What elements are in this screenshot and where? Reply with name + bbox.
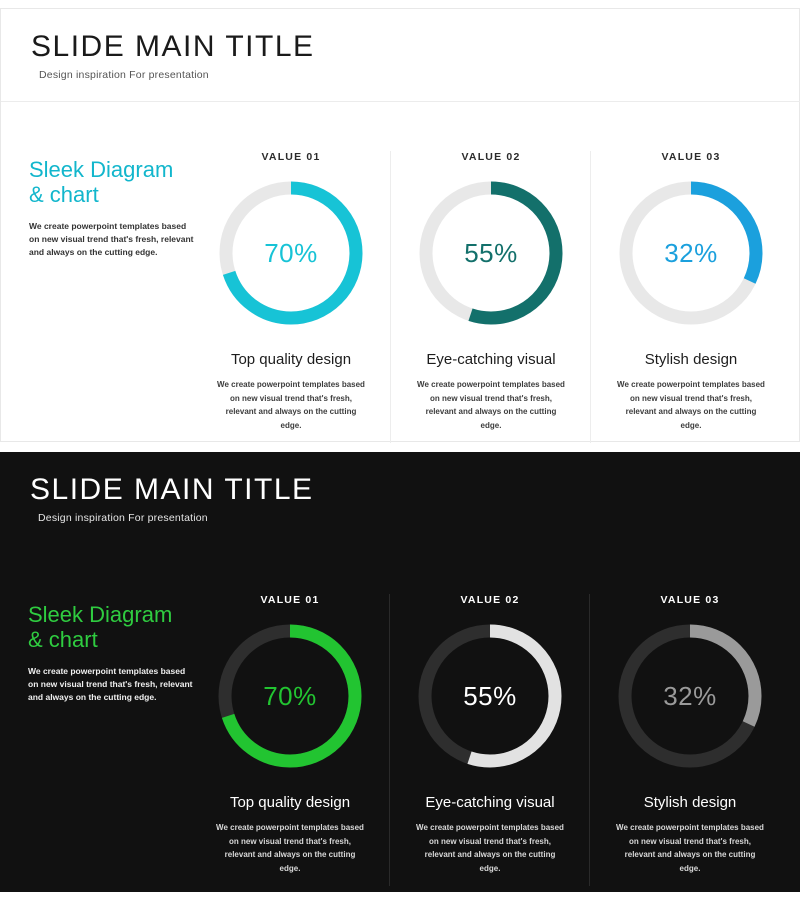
card-title: Top quality design [229,794,351,811]
card-title: Stylish design [644,351,738,368]
donut-percent-text: 55% [464,237,518,268]
donut-percent-text: 55% [463,680,517,711]
donut-card-dark-3 [590,594,790,875]
intro-body: We create powerpoint templates based on new visual trend that's fresh, relevant and always on the cutting edge. [28,665,193,702]
value-label: VALUE 03 [661,151,721,163]
card-title: Stylish design [643,794,737,811]
donut-columns-light [191,151,791,432]
card-body: We create powerpoint templates based on new visual trend that's fresh, relevant and always on the cutting edge. [217,380,365,430]
page-title: SLIDE MAIN TITLE [31,30,315,63]
value-label: VALUE 01 [260,594,320,606]
card-body: We create powerpoint templates based on new visual trend that's fresh, relevant and always on the cutting edge. [417,380,565,430]
value-label: VALUE 03 [660,594,720,606]
donut-chart-32 [611,173,771,333]
card-title: Top quality design [230,351,352,368]
donut-chart-55 [411,173,571,333]
intro-block-dark [28,602,193,704]
value-label: VALUE 02 [461,151,521,163]
donut-chart-70 [211,173,371,333]
donut-chart-70 [210,616,370,776]
page-subtitle: Design inspiration For presentation [39,68,209,81]
intro-heading: Sleek Diagram & chart [28,602,173,653]
donut-percent-text: 32% [663,680,717,711]
donut-columns-dark [190,594,790,875]
donut-percent-text: 70% [264,237,318,268]
page-subtitle: Design inspiration For presentation [38,511,208,524]
slide-light [0,8,800,442]
intro-block-light [29,157,194,259]
card-body: We create powerpoint templates based on new visual trend that's fresh, relevant and always on the cutting edge. [216,823,364,873]
donut-percent-text: 70% [263,680,317,711]
value-label: VALUE 02 [460,594,520,606]
card-title: Eye-catching visual [426,351,556,368]
card-body: We create powerpoint templates based on new visual trend that's fresh, relevant and always on the cutting edge. [617,380,765,430]
value-label: VALUE 01 [261,151,321,163]
donut-chart-55 [410,616,570,776]
intro-heading: Sleek Diagram & chart [29,157,174,208]
donut-card-dark-1 [190,594,390,875]
card-body: We create powerpoint templates based on new visual trend that's fresh, relevant and always on the cutting edge. [416,823,564,873]
donut-chart-32 [610,616,770,776]
card-body: We create powerpoint templates based on new visual trend that's fresh, relevant and always on the cutting edge. [616,823,764,873]
slide-header [31,31,315,81]
slide-header [30,474,314,524]
page-title: SLIDE MAIN TITLE [30,473,314,506]
intro-body: We create powerpoint templates based on new visual trend that's fresh, relevant and always on the cutting edge. [29,220,194,257]
donut-percent-text: 32% [664,237,718,268]
card-title: Eye-catching visual [425,794,555,811]
header-divider [1,101,800,102]
donut-card-light-2 [391,151,591,432]
donut-card-light-1 [191,151,391,432]
slide-dark [0,452,800,892]
donut-card-dark-2 [390,594,590,875]
donut-card-light-3 [591,151,791,432]
